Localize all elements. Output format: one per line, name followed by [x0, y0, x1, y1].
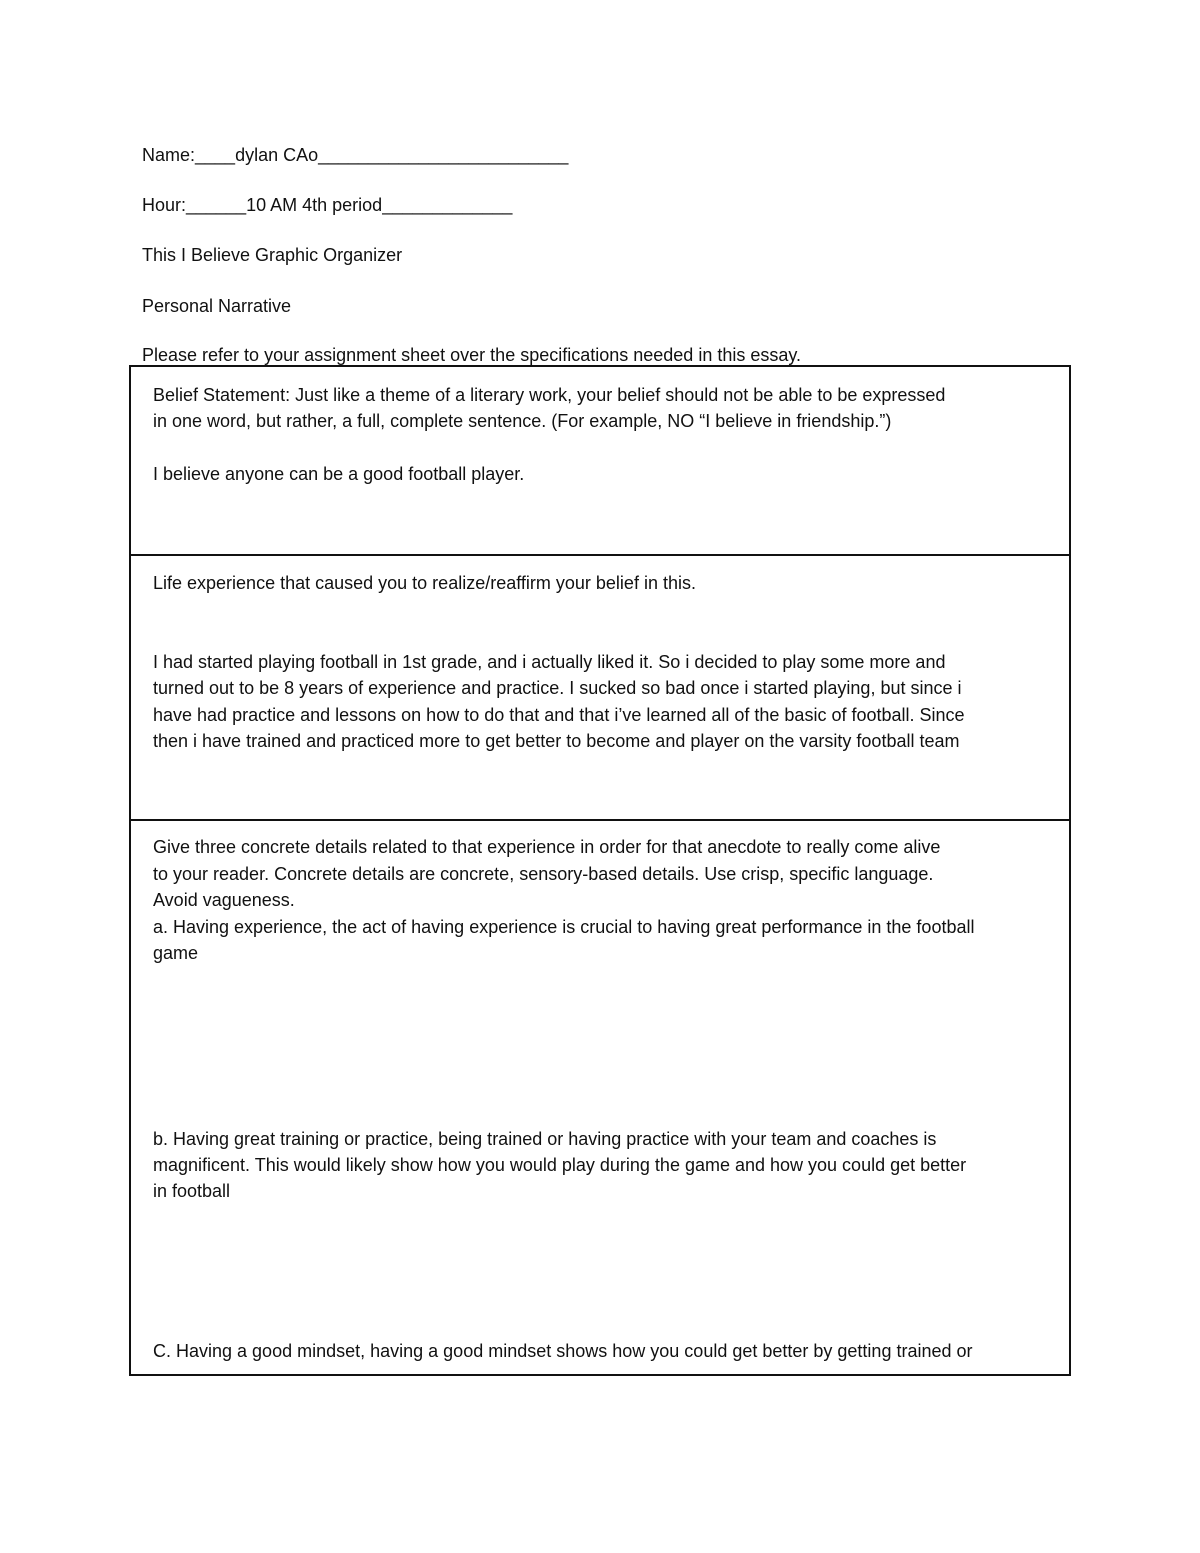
graphic-organizer-table: [129, 365, 1071, 1376]
belief-prompt-line-2: in one word, but rather, a full, complete sentence. (For example, NO “I believe in friendship.”): [153, 411, 892, 431]
details-prompt-line: to your reader. Concrete details are concrete, sensory-based details. Use crisp, specific language.: [153, 864, 934, 884]
hour-underline-left: ______: [186, 195, 247, 215]
concrete-details-cell: [131, 819, 1069, 1376]
belief-statement-cell: [131, 367, 1069, 554]
detail-c-line: C. Having a good mindset, having a good mindset shows how you could get better by getting trained or: [153, 1341, 973, 1361]
detail-b-line: magnificent. This would likely show how you would play during the game and how you could get better: [153, 1155, 967, 1175]
document-subtitle: Personal Narrative: [142, 296, 292, 316]
life-experience-cell: [131, 554, 1069, 819]
student-name: dylan CAo: [235, 145, 319, 165]
experience-answer-line: turned out to be 8 years of experience and practice. I sucked so bad once i started playing, but since i: [153, 678, 962, 698]
experience-answer-line: I had started playing football in 1st grade, and i actually liked it. So i decided to play some more and: [153, 652, 946, 672]
detail-a-line: game: [153, 943, 199, 963]
hour-value: 10 AM 4th period: [246, 195, 383, 215]
name-underline-left: ____: [195, 145, 236, 165]
experience-answer-line: then i have trained and practiced more to get better to become and player on the varsity football team: [153, 731, 960, 751]
details-prompt-line: Avoid vagueness.: [153, 890, 295, 910]
detail-b-line: in football: [153, 1181, 231, 1201]
detail-b-line: b. Having great training or practice, being trained or having practice with your team and coaches is: [153, 1129, 937, 1149]
experience-prompt: Life experience that caused you to realize/reaffirm your belief in this.: [153, 573, 696, 593]
hour-underline-right: _____________: [382, 195, 513, 215]
hour-field: [142, 194, 512, 216]
name-underline-right: _________________________: [318, 145, 569, 165]
hour-label: Hour:: [142, 195, 187, 215]
experience-answer-line: have had practice and lessons on how to do that and that i’ve learned all of the basic of football. Since: [153, 705, 965, 725]
belief-prompt-line-1: Belief Statement: Just like a theme of a literary work, your belief should not be able to be expressed: [153, 385, 946, 405]
instruction-text: Please refer to your assignment sheet over the specifications needed in this essay.: [142, 345, 802, 365]
detail-a-line: a. Having experience, the act of having experience is crucial to having great performance in the football: [153, 917, 975, 937]
name-label: Name:: [142, 145, 196, 165]
document-title: This I Believe Graphic Organizer: [142, 245, 403, 265]
name-field: [142, 144, 568, 166]
details-prompt-line: Give three concrete details related to that experience in order for that anecdote to really come alive: [153, 837, 941, 857]
belief-answer: I believe anyone can be a good football player.: [153, 464, 525, 484]
